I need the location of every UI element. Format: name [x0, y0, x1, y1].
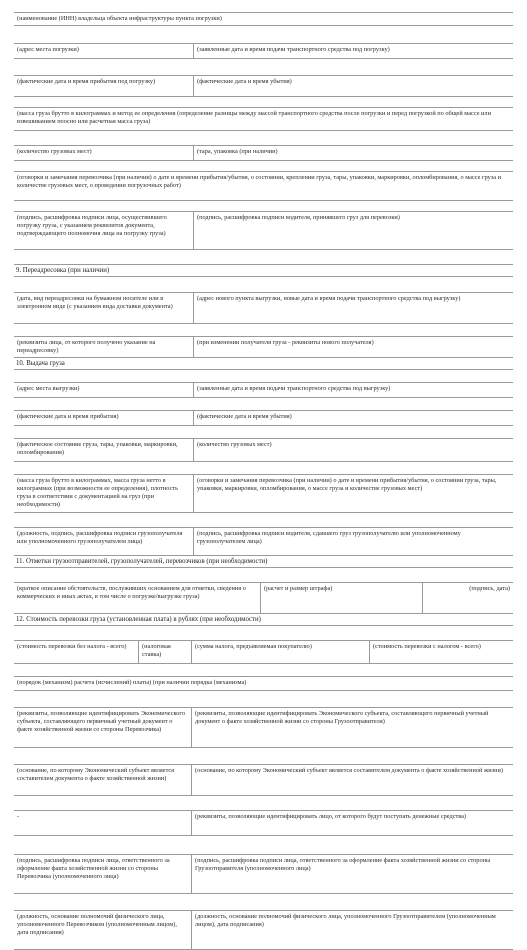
field-actual-arrival: (фактические дата и время прибытия под погрузку) — [17, 78, 156, 86]
field-cost-with-tax: (стоимость перевозки с налогом - всего) — [369, 641, 513, 663]
field-gross-net-mass: (масса груза брутто в килограммах, масса груза нетто в килограммах (при возможности ее определения), плотность груза в соответствии с документацией на груз (при необходимости) — [17, 477, 179, 509]
field-signature-date: (подпись, дата) — [422, 583, 513, 613]
input-area[interactable] — [14, 567, 513, 582]
input-area[interactable] — [14, 795, 513, 810]
field-loading-address: (адрес места погрузки) — [17, 46, 79, 54]
field-basis-shipper: (основание, по которому Экономический субъект является составителем документа о факте хозяйственной жизни) — [191, 765, 513, 795]
input-area[interactable] — [14, 747, 513, 764]
row-condition — [14, 438, 513, 461]
field-unloading-address: (адрес места выгрузки) — [17, 385, 80, 393]
field-places-count: (количество грузовых мест) — [17, 148, 92, 156]
field-circumstances: (краткое описание обстоятельств, послуживших основанием для отметки, сведения о коммерческих и иных актах, в том числе о погрузке/выгрузке груза) — [17, 585, 246, 601]
input-area[interactable] — [14, 96, 513, 107]
input-area[interactable] — [14, 461, 513, 474]
waybill-form — [14, 12, 513, 950]
row-signatures-loading — [14, 211, 513, 249]
row-places — [14, 145, 513, 160]
row-gross-mass — [14, 107, 513, 130]
input-area[interactable] — [14, 130, 513, 145]
row-final-signatures — [14, 854, 513, 893]
row-readdress-details — [14, 336, 513, 357]
field-signature-loader: (подпись, расшифровка подписи лица, осуществившего погрузку груза, с указанием реквизитов документа, подтверждающего полномочия лица на погрузку груза) — [17, 214, 167, 238]
row-entity-details — [14, 707, 513, 747]
row-cost — [14, 640, 513, 663]
section-12-title: 12. Стоимость перевозки груза (установленная плата) в рублях (при необходимости) — [14, 613, 513, 625]
field-signature-shipper: (подпись, расшифровка подписи лица, ответственного за оформление факта хозяйственной жизни со стороны Грузоотправителя (уполномоченного лица) — [191, 855, 513, 893]
field-new-unloading-point: (адрес нового пункта выгрузки, новые дата и время подачи транспортного средства под выгрузку) — [193, 293, 513, 323]
field-declared-loading: (заявленные дата и время подачи транспортного средства под погрузку) — [193, 44, 513, 58]
input-area[interactable] — [14, 690, 513, 707]
row-mass-remarks — [14, 474, 513, 512]
field-carrier-details: (реквизиты, позволяющие идентифицировать Экономического субъекта, составляющего первичный учетный документ о факте хозяйственной жизни со стороны Перевозчика) — [17, 710, 186, 734]
row-loading-address — [14, 43, 513, 58]
input-area[interactable] — [14, 323, 513, 336]
field-inn-owner: (наименование (ИНН) владельца объекта инфраструктуры пункта погрузки) — [17, 15, 222, 22]
input-area[interactable] — [14, 663, 513, 676]
row-positions — [14, 910, 513, 950]
field-declared-unloading: (заявленные дата и время подачи транспортного средства под выгрузку) — [193, 383, 513, 397]
field-readdress-date: (дата, вид переадресовки на бумажном носителе или в электронном виде (с указанием вида доставки документа) — [17, 295, 173, 311]
input-area[interactable] — [14, 835, 513, 854]
field-signature-consignee: (должность, подпись, расшифровка подписи грузополучателя или уполномоченного грузополучателем лица) — [17, 530, 183, 546]
input-area[interactable] — [14, 200, 513, 211]
field-actual-condition: (фактическое состояние груза, тары, упаковки, маркировки, опломбирования) — [17, 441, 178, 457]
row-calc-procedure — [14, 676, 513, 690]
row-carrier-remarks — [14, 171, 513, 200]
field-new-consignee: (при изменении получателя груза - реквизиты нового получателя) — [193, 337, 513, 357]
input-area[interactable] — [14, 58, 513, 75]
field-signature-carrier: (подпись, расшифровка подписи лица, ответственного за оформление факта хозяйственной жизни со стороны Перевозчика (уполномоченного лица) — [17, 857, 170, 881]
row-readdress — [14, 292, 513, 323]
input-area[interactable] — [14, 369, 513, 382]
field-signature-driver-handover: (подпись, расшифровка подписи водителя, сдавшего груз грузополучателю или уполномоченному грузополучателем лица) — [193, 528, 513, 555]
field-packaging: (тара, упаковка (при наличии) — [193, 146, 513, 160]
section-10-title: 10. Выдача груза — [14, 357, 513, 369]
row-owner — [14, 12, 513, 25]
input-area[interactable] — [14, 249, 513, 264]
section-9-title: 9. Переадресовка (при наличии) — [14, 264, 513, 276]
row-unloading-signatures — [14, 527, 513, 555]
input-area[interactable] — [14, 25, 513, 43]
field-payer-details: (реквизиты, позволяющие идентифицировать лицо, от которого будут поступать денежные средства) — [191, 811, 513, 835]
row-marks — [14, 582, 513, 613]
row-unloading-times — [14, 410, 513, 425]
field-unloading-departure: (фактические дата и время убытия) — [193, 411, 513, 425]
field-unloading-arrival: (фактические дата и время прибытия) — [17, 413, 119, 421]
row-loading-times — [14, 75, 513, 96]
field-dash: - — [17, 813, 20, 821]
field-cost-no-tax: (стоимость перевозки без налога - всего) — [17, 643, 127, 651]
field-penalty: (расчет и размер штрафа) — [260, 583, 422, 613]
input-area[interactable] — [14, 397, 513, 410]
section-11-title: 11. Отметки грузоотправителей, грузополучателей, перевозчиков (при необходимости) — [14, 555, 513, 567]
field-signature-driver: (подпись, расшифровка подписи водителя, принявшего груз для перевозки) — [193, 212, 513, 249]
input-area[interactable] — [14, 425, 513, 438]
field-tax-amount: (сумма налога, предъявляемая покупателю) — [191, 641, 369, 663]
field-unloading-places: (количество грузовых мест) — [193, 439, 513, 461]
input-area[interactable] — [14, 512, 513, 527]
row-payer — [14, 810, 513, 835]
field-requester-details: (реквизиты лица, от которого получено указание на переадресовку) — [17, 339, 156, 355]
field-gross-mass: (масса груза брутто в килограммах и метод ее определения (определение разницы между массой транспортного средства после погрузки и перед погрузкой по общей массе или взвешиванием поосно или расчетная масса груза) — [17, 110, 491, 126]
input-area[interactable] — [14, 625, 513, 640]
field-calc-procedure: (порядок (механизм) расчета (исчислений) платы) (при наличии порядка (механизма) — [17, 679, 247, 687]
field-shipper-details: (реквизиты, позволяющие идентифицировать Экономического субъекта, составляющего первичный учетный документ о факте хозяйственной жизни со стороны Грузоотправителя) — [191, 708, 513, 747]
field-position-carrier: (должность, основание полномочий физического лица, уполномоченного Перевозчиком (уполномоченным лицом), дата подписания) — [17, 913, 177, 937]
field-tax-rate: (налоговая ставка) — [138, 641, 191, 663]
field-unloading-remarks: (оговорки и замечания перевозчика (при наличии) о дате и времени прибытия/убытия, о состоянии груза, тары, упаковки, маркировки, опломбирования, о массе груза и количестве грузовых мест) — [193, 475, 513, 512]
field-carrier-remarks: (оговорки и замечания перевозчика (при наличии) о дате и времени прибытия/убытия, о состоянии, креплении груза, тары, упаковки, маркировки, опломбирования, о массе груза и количестве грузовых мест, о проведении погрузочных работ) — [17, 174, 502, 190]
field-position-shipper: (должность, основание полномочий физического лица, уполномоченного Грузоотправителем (уполномоченным лицом), дата подписания) — [191, 911, 513, 949]
input-area[interactable] — [14, 160, 513, 171]
row-unloading-address — [14, 382, 513, 397]
row-basis — [14, 764, 513, 795]
field-actual-departure: (фактические дата и время убытия) — [193, 76, 513, 96]
input-area[interactable] — [14, 893, 513, 910]
field-basis-carrier: (основание, по которому Экономический субъект является составителем документа о факте хозяйственной жизни) — [17, 767, 175, 783]
input-area[interactable] — [14, 276, 513, 292]
